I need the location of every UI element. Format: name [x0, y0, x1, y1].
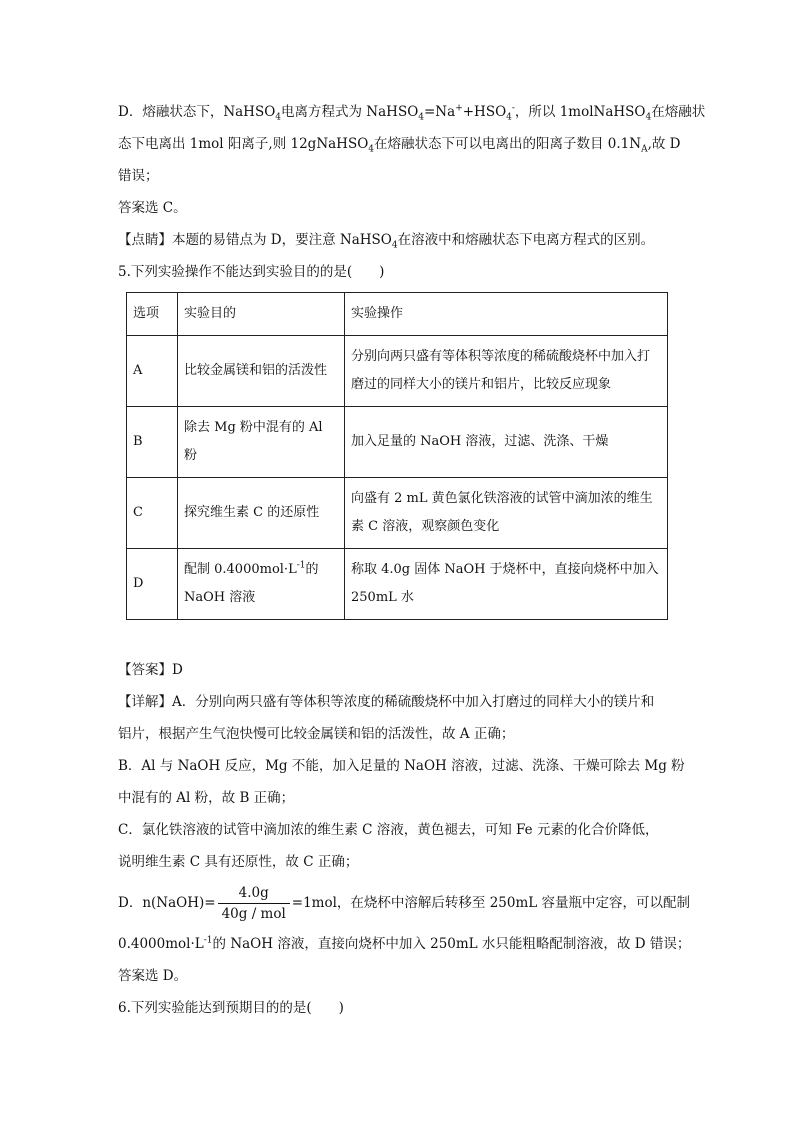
table-cell-option: A	[127, 336, 178, 407]
table-header-cell: 实验操作	[345, 293, 668, 336]
table-row	[127, 549, 668, 620]
prev-d-line2: 态下电离出 1mol 阳离子,则 12gNaHSO$_4$在熔融状态下可以电离出的阳离子数目 $0.1N_A$,故 D	[118, 136, 681, 155]
table-cell-operation: 分别向两只盛有等体积等浓度的稀硫酸烧杯中加入打磨过的同样大小的镁片和铝片，比较反应现象	[345, 336, 668, 407]
q5-detail-d: D．n(NaOH)= $\frac{4.0g}{\text{40g / mol}}$ =1mol，在烧杯中溶解后转移至 250mL 容量瓶中定容，可以配制	[118, 885, 691, 922]
q5-detail-a2: 铝片，根据产生气泡快慢可比较金属镁和铝的活泼性，故 A 正确；	[118, 726, 515, 742]
q5-detail-d2: $0.4000mol\cdot L^{-1}$的 NaOH 溶液，直接向烧杯中加入 250mL 水只能粗略配制溶液，故 D 错误；	[118, 935, 691, 952]
table-cell-purpose: 比较金属镁和铝的活泼性	[178, 336, 345, 407]
table-cell-operation: 向盛有 2 mL 黄色氯化铁溶液的试管中滴加浓的维生素 C 溶液，观察颜色变化	[345, 478, 668, 549]
q5-stem: 5.下列实验操作不能达到实验目的的是( )	[118, 264, 385, 280]
tip-label: 【点睛】	[118, 232, 172, 248]
table-cell-purpose: 探究维生素 C 的还原性	[178, 478, 345, 549]
table-cell-operation: 加入足量的 NaOH 溶液，过滤、洗涤、干燥	[345, 407, 668, 478]
table-cell-option: C	[127, 478, 178, 549]
table-cell-purpose: 配制 $0.4000mol\cdot L^{-1}$的 NaOH 溶液	[178, 549, 345, 620]
table-row	[127, 336, 668, 407]
document-page	[118, 96, 706, 1024]
table-header-cell: 选项	[127, 293, 178, 336]
q6-stem: 6.下列实验能达到预期目的的是( )	[118, 1000, 344, 1016]
prev-d-line1: D．熔融状态下，NaHSO$_4$电离方程式为 $NaHSO_4=Na^++HSO_4^-$，所以 1molNaHSO$_4$在熔融状	[118, 103, 706, 123]
q5-detail-b: B．Al 与 NaOH 反应，Mg 不能，加入足量的 NaOH 溶液，过滤、洗涤、干燥可除去 Mg 粉	[118, 758, 685, 774]
table-cell-operation: 称取 4.0g 固体 NaOH 于烧杯中，直接向烧杯中加入 250mL 水	[345, 549, 668, 620]
table-row	[127, 478, 668, 549]
table-header-cell: 实验目的	[178, 293, 345, 336]
q5-detail-b2: 中混有的 Al 粉，故 B 正确；	[118, 790, 295, 806]
table-cell-option: B	[127, 407, 178, 478]
q5-answer: 【答案】D	[118, 662, 183, 678]
prev-answer: 答案选 C。	[118, 200, 187, 216]
prev-tip: 【点睛】本题的易错点为 D，要注意 NaHSO$_4$在溶液中和熔融状态下电离方程式的区别。	[118, 232, 655, 251]
q5-detail-c2: 说明维生素 C 具有还原性，故 C 正确；	[118, 854, 359, 870]
q5-detail-a: 【详解】A．分别向两只盛有等体积等浓度的稀硫酸烧杯中加入打磨过的同样大小的镁片和	[118, 694, 655, 710]
table-cell-purpose: 除去 Mg 粉中混有的 Al 粉	[178, 407, 345, 478]
fraction: $\frac{4.0g}{\text{40g / mol}}$	[218, 883, 290, 924]
q5-detail-c: C．氯化铁溶液的试管中滴加浓的维生素 C 溶液，黄色褪去，可知 Fe 元素的化合价降低，	[118, 822, 659, 838]
table-header-row	[127, 293, 668, 336]
experiment-table	[126, 292, 668, 620]
q5-final-answer: 答案选 D。	[118, 968, 188, 984]
prev-d-line3: 错误；	[118, 168, 159, 184]
table-cell-option: D	[127, 549, 178, 620]
table-row	[127, 407, 668, 478]
